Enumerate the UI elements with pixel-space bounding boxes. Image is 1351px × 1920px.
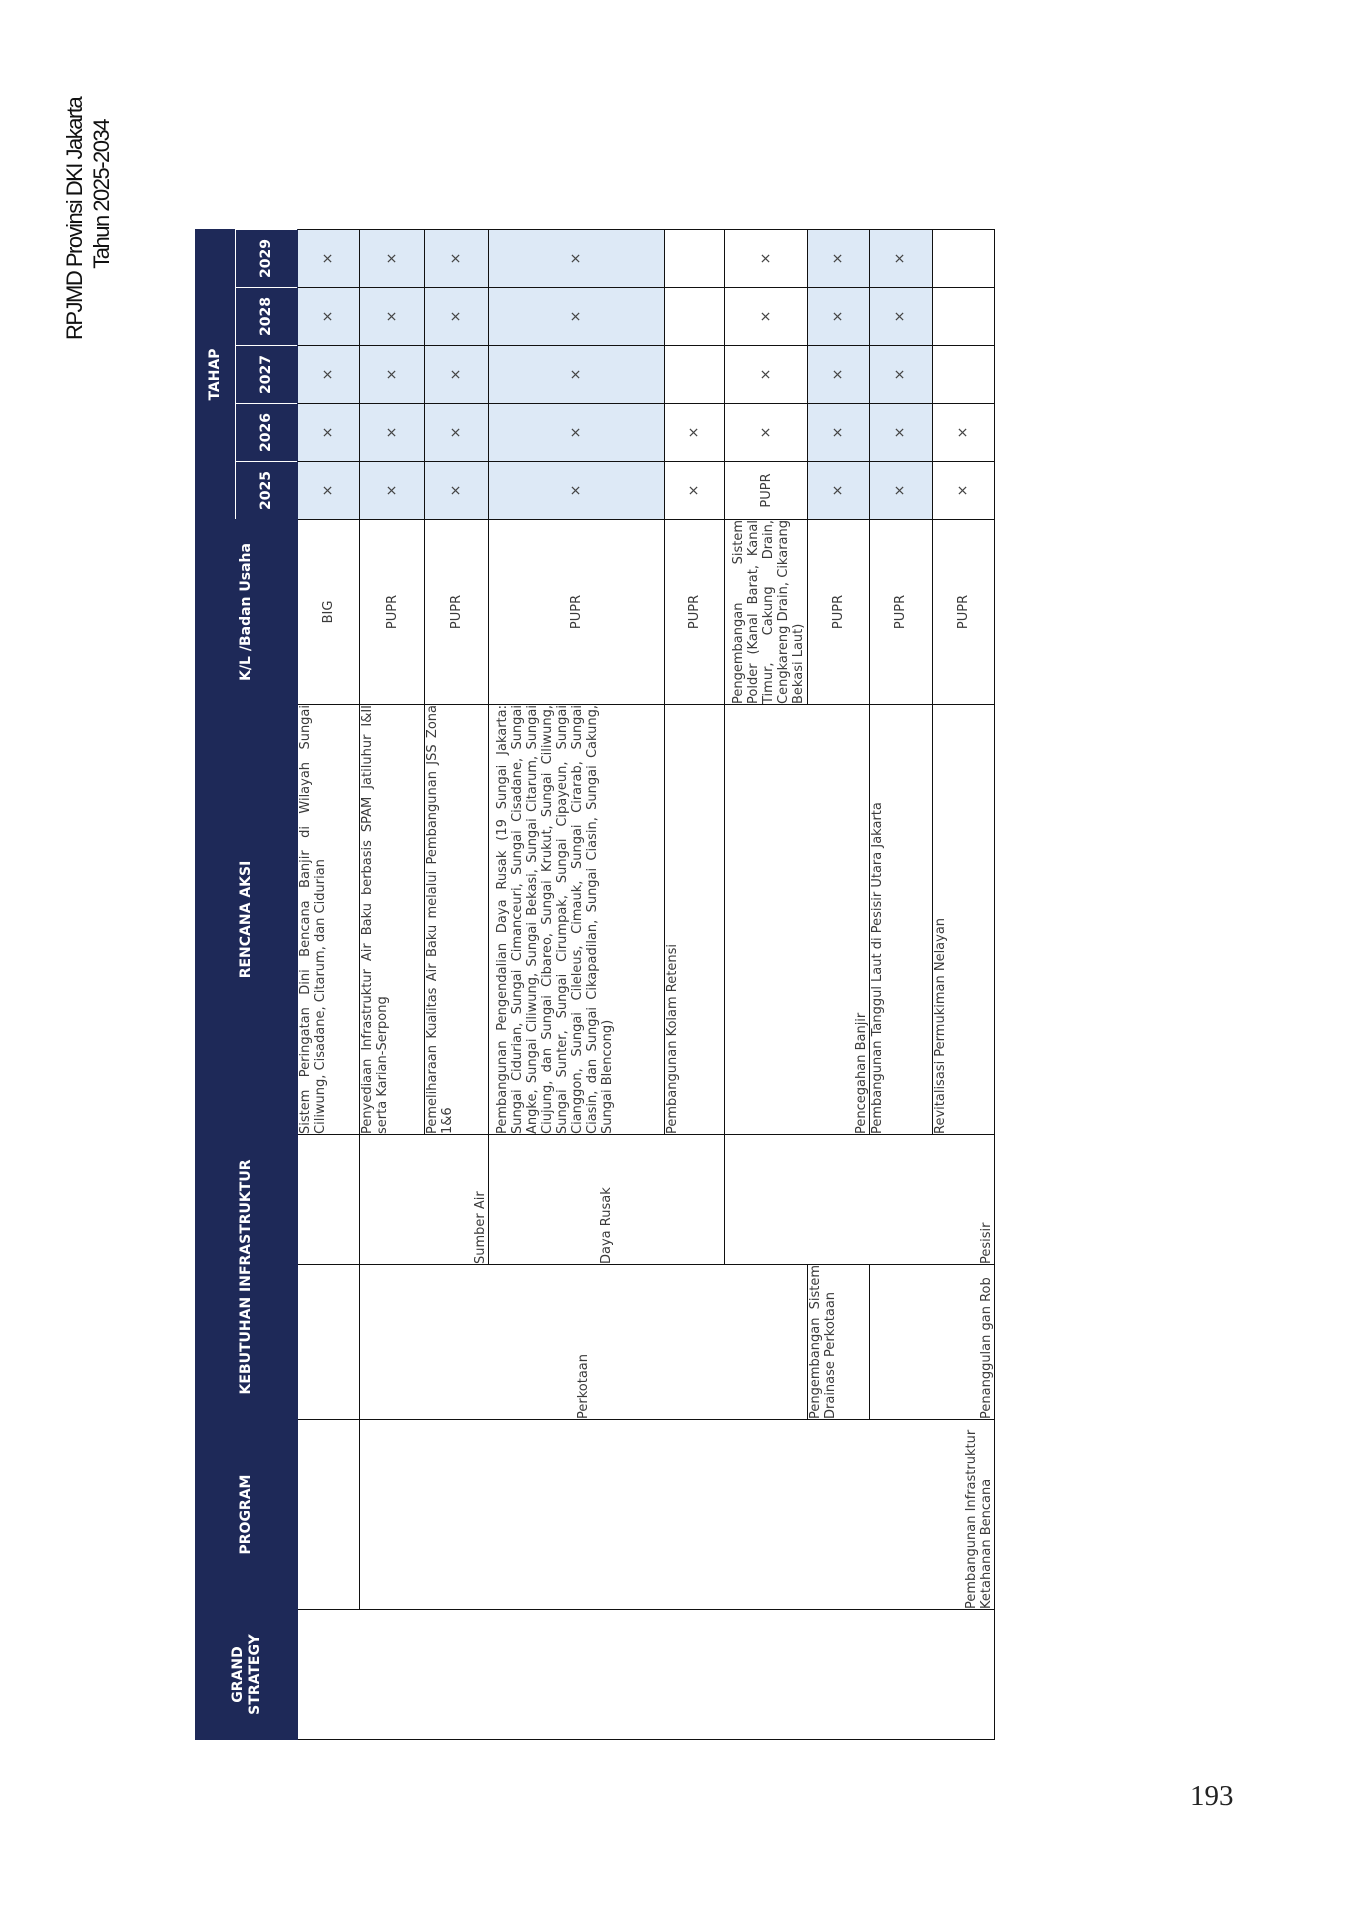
tahap-mark: × — [360, 403, 424, 461]
kebutuhan-sumber-air-cell — [360, 1134, 489, 1264]
tahap-mark: × — [360, 229, 424, 287]
header-year: 2026 — [236, 403, 298, 461]
header-program: PROGRAM — [196, 1420, 298, 1610]
tahap-mark: × — [298, 287, 360, 345]
grand-strategy-cell — [489, 1610, 665, 1740]
kebutuhan-sub-cell — [298, 1134, 360, 1264]
tahap-mark — [932, 287, 994, 345]
grand-strategy-cell — [870, 1610, 932, 1740]
program-cell — [360, 1420, 995, 1610]
kebutuhan-cell — [298, 1265, 360, 1420]
kl-cell: PUPR — [870, 519, 932, 704]
rencana-aksi-cell: Revitalisasi Permukiman Nelayan — [932, 704, 994, 1134]
tahap-mark: × — [489, 345, 665, 403]
table-row — [298, 229, 360, 1739]
tahap-mark: × — [489, 287, 665, 345]
header-tahap: TAHAP — [196, 229, 236, 519]
tahap-mark: × — [489, 461, 665, 519]
tahap-mark: × — [870, 287, 932, 345]
kebutuhan-daya-rusak-label: Daya Rusak — [599, 1187, 615, 1264]
tahap-mark: × — [424, 229, 488, 287]
rotated-table-container — [195, 230, 995, 1740]
tahap-mark: × — [360, 345, 424, 403]
tahap-mark: × — [807, 403, 869, 461]
tahap-mark: × — [725, 345, 807, 403]
tahap-mark — [665, 229, 725, 287]
tahap-mark: × — [298, 345, 360, 403]
tahap-mark: × — [360, 461, 424, 519]
tahap-mark: × — [725, 229, 807, 287]
tahap-mark: × — [870, 461, 932, 519]
kebutuhan-pencegahan-banjir-cell — [725, 704, 870, 1134]
tahap-mark: × — [870, 229, 932, 287]
tahap-mark: × — [424, 287, 488, 345]
kl-cell: PUPR — [489, 519, 665, 704]
kl-cell: PUPR — [932, 519, 994, 704]
table-row — [360, 229, 424, 1739]
tahap-mark: × — [807, 461, 869, 519]
rencana-aksi-cell: Pengembangan Sistem Polder (Kanal Barat, Kanal Timur, Cakung Drain, Cengkareng Drain, Cikarang Bekasi Laut) — [725, 519, 807, 704]
kl-cell: PUPR — [725, 461, 807, 519]
header-grand-strategy: GRAND STRATEGY — [196, 1610, 298, 1740]
rencana-aksi-cell: Pembangunan Tanggul Laut di Pesisir Utara Jakarta — [870, 704, 932, 1134]
header-year: 2029 — [236, 229, 298, 287]
tahap-mark: × — [298, 461, 360, 519]
kebutuhan-perkotaan-cell — [360, 1265, 808, 1420]
tahap-mark: × — [665, 403, 725, 461]
tahap-mark: × — [870, 403, 932, 461]
grand-strategy-cell — [807, 1610, 869, 1740]
tahap-mark — [665, 287, 725, 345]
header-year: 2028 — [236, 287, 298, 345]
rencana-aksi-cell: Pembangunan Kolam Retensi — [665, 704, 725, 1134]
tahap-mark: × — [298, 403, 360, 461]
kebutuhan-sumber-air-label: Sumber Air — [473, 1191, 489, 1264]
tahap-mark: × — [725, 403, 807, 461]
tahap-mark: × — [870, 345, 932, 403]
kebutuhan-pesisir-label: Pesisir — [979, 1222, 994, 1264]
rencana-aksi-cell: Pengembangan Sistem Drainase Perkotaan — [807, 1265, 869, 1420]
tahap-mark: × — [360, 287, 424, 345]
tahap-mark: × — [298, 229, 360, 287]
tahap-mark: × — [489, 229, 665, 287]
kebutuhan-penanggulangan-rob-cell — [870, 1265, 995, 1420]
rencana-aksi-cell: Pemeliharaan Kualitas Air Baku melalui Pembangunan JSS Zona 1&6 — [424, 704, 488, 1134]
grand-strategy-cell — [424, 1610, 488, 1740]
tahap-mark: × — [807, 287, 869, 345]
header-year: 2027 — [236, 345, 298, 403]
tahap-mark: × — [807, 229, 869, 287]
tahap-mark — [932, 345, 994, 403]
tahap-mark: × — [424, 403, 488, 461]
tahap-mark: × — [932, 403, 994, 461]
grand-strategy-cell — [665, 1610, 725, 1740]
tahap-mark: × — [424, 345, 488, 403]
kl-cell: PUPR — [665, 519, 725, 704]
tahap-mark: × — [665, 461, 725, 519]
tahap-mark: × — [725, 287, 807, 345]
kebutuhan-perkotaan-label: Perkotaan — [576, 1353, 592, 1419]
kebutuhan-pencegahan-banjir-label: Pencegahan Banjir — [854, 1012, 870, 1134]
rencana-aksi-cell: Penyediaan Infrastruktur Air Baku berbasis SPAM Jatiluhur I&II serta Karian-Serpong — [360, 704, 424, 1134]
rencana-aksi-cell: Pembangunan Pengendalian Daya Rusak (19 Sungai Jakarta: Sungai Cidurian, Sungai Cimanceuri, Sungai Cisadane, Sungai Angke, Sungai Ciliwung, Sungai Bekasi, Sungai Citarum, Sungai Ciujung, dan Sungai Cibareo, Sungai Krukut, Sungai Ciliwung, Sungai Sunter, Sungai Cirumpak, Sungai Cipayeun, Sungai Cianggon, Sungai Cileleus, Cimauk, Sungai Cirarab, Sungai Ciasin, dan Sungai Cikapadilan, Sungai Ciasin, Sungai Cakung, Sungai Blencong) — [489, 704, 665, 1134]
tahap-mark: × — [489, 403, 665, 461]
document-period: Tahun 2025-2034 — [89, 120, 114, 269]
program-cell — [298, 1420, 360, 1610]
program-label: Pembangunan Infrastruktur Ketahanan Bencana — [964, 1429, 994, 1609]
rencana-aksi-cell: Sistem Peringatan Dini Bencana Banjir di Wilayah Sungai Ciliwung, Cisadane, Citarum, dan Cidurian — [298, 704, 360, 1134]
kebutuhan-pesisir-cell — [725, 1134, 995, 1264]
grand-strategy-cell — [725, 1610, 807, 1740]
table-header-row — [196, 229, 236, 1739]
header-kl: K/L /Badan Usaha — [196, 519, 298, 704]
tahap-mark: × — [424, 461, 488, 519]
kl-cell: PUPR — [807, 519, 869, 704]
kebutuhan-daya-rusak-cell — [489, 1134, 725, 1264]
grand-strategy-cell — [360, 1610, 424, 1740]
running-header — [61, 97, 131, 340]
header-year: 2025 — [236, 461, 298, 519]
kl-cell: PUPR — [360, 519, 424, 704]
page-number: 193 — [1190, 1780, 1234, 1812]
grand-strategy-cell — [298, 1610, 360, 1740]
action-plan-table — [195, 229, 995, 1740]
document-title: RPJMD Provinsi DKI Jakarta — [62, 97, 87, 340]
header-rencana-aksi: RENCANA AKSI — [196, 704, 298, 1134]
tahap-mark — [932, 229, 994, 287]
tahap-mark: × — [932, 461, 994, 519]
tahap-mark: × — [807, 345, 869, 403]
tahap-mark — [665, 345, 725, 403]
kl-cell: PUPR — [424, 519, 488, 704]
kl-cell: BIG — [298, 519, 360, 704]
kebutuhan-penanggulangan-rob-label: Penanggulan gan Rob — [979, 1277, 994, 1419]
header-kebutuhan: KEBUTUHAN INFRASTRUKTUR — [196, 1134, 298, 1419]
grand-strategy-cell — [932, 1610, 994, 1740]
